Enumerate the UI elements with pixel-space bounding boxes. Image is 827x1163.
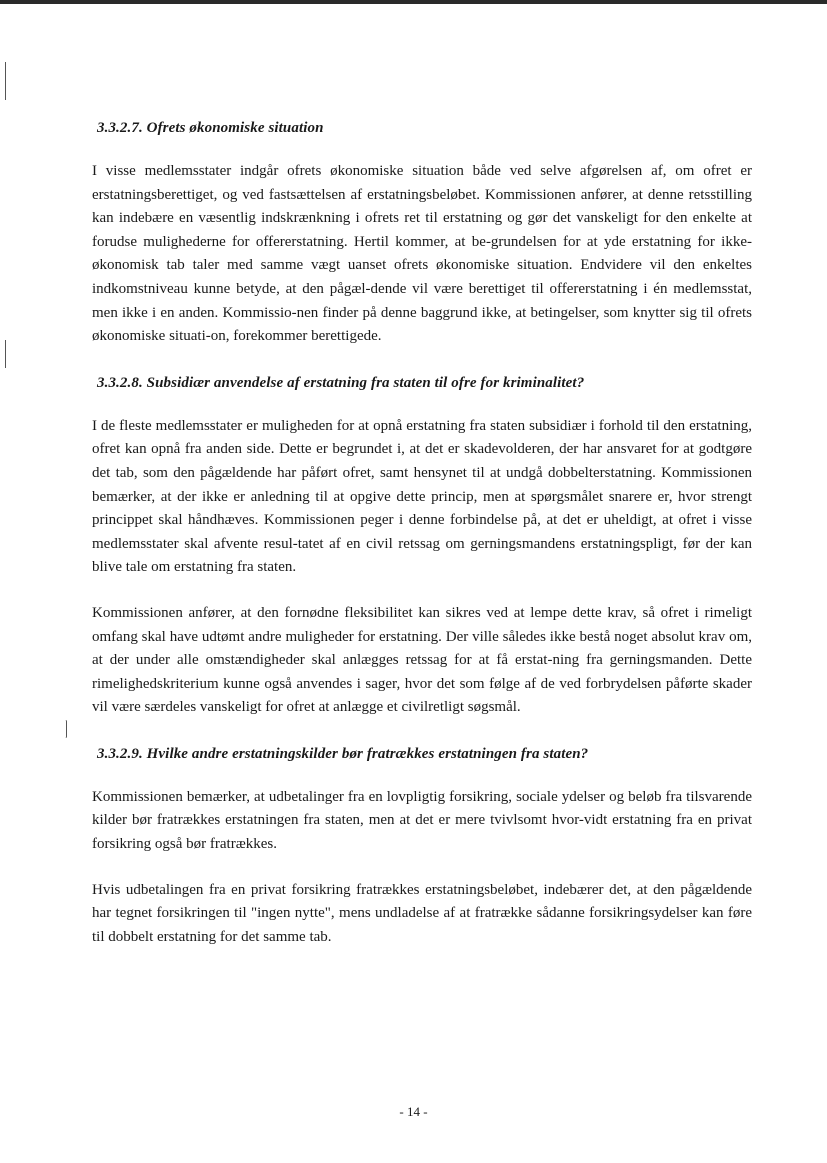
paragraph: I de fleste medlemsstater er muligheden for at opnå erstatning fra staten subsidiær i forhold til den erstatning, ofret kan opnå fra anden side. Dette er begrundet i, at det er skadevolderen, der har ansvaret for at godtgøre det tab, som den pågældende har påført ofret, samt hensynet til at undgå dobbelterstatning. Kommissionen bemærker, at der ikke er anledning til at opgive dette princip, men at spørgsmålet snarere er, hvor strengt princippet skal håndhæves. Kommissionen peger i denne forbindelse på, at det er uheldigt, at ofret i visse medlemsstater skal afvente resul-tatet af en civil retssag om gerningsmandens erstatningspligt, før der kan blive tale om erstatning fra staten.: [92, 417, 752, 576]
section-3-3-2-7: [92, 116, 752, 349]
section-heading: 3.3.2.7. Ofrets økonomiske situation: [97, 120, 324, 136]
scan-top-edge: [0, 0, 827, 4]
scan-margin-mark: [64, 720, 67, 738]
paragraph: Hvis udbetalingen fra en privat forsikring fratrækkes erstatningsbeløbet, indebærer det, at den pågældende har tegnet forsikringen til "ingen nytte", mens undladelse af at fratrække sådanne forsikringsydelser kan føre til dobbelt erstatning for det samme tab.: [92, 881, 752, 945]
paragraph: I visse medlemsstater indgår ofrets økonomiske situation både ved selve afgørelsen af, om ofret er erstatningsberettiget, og ved fastsættelsen af erstatningsbeløbet. Kommissionen anfører, at denne retsstilling kan indebære en væsentlig indskrænkning i ofrets ret til erstatning og gør det vanskeligt for den enkelte at forudse mulighederne for offererstatning. Hertil kommer, at be-grundelsen for at yde erstatning for ikke-økonomisk tab taler med samme vægt uanset ofrets økonomiske situation. Endvidere vil den enkeltes indkomstniveau kunne betyde, at den pågæl-dende vil være berettiget til offererstatning i én medlemsstat, men ikke i en anden. Kommissio-nen finder på denne baggrund ikke, at betingelser, som knytter sig til ofrets økonomiske situati-on, forekommer berettigede.: [92, 163, 752, 345]
section-3-3-2-9: [92, 742, 752, 950]
section-heading: 3.3.2.9. Hvilke andre erstatningskilder bør fratrækkes erstatningen fra staten?: [97, 745, 589, 762]
scan-margin-mark: [5, 62, 6, 100]
paragraph: Kommissionen bemærker, at udbetalinger fra en lovpligtig forsikring, sociale ydelser og beløb fra tilsvarende kilder bør fratrækkes erstatningen fra staten, men at det er mere tvivlsomt hvor-vidt erstatning fra en privat forsikring også bør fratrækkes.: [92, 788, 752, 853]
section-heading: 3.3.2.8. Subsidiær anvendelse af erstatning fra staten til ofre for kriminalitet?: [97, 374, 585, 391]
paragraph: Kommissionen anfører, at den fornødne fleksibilitet kan sikres ved at lempe dette krav, så ofret i rimeligt omfang skal have udtømt andre muligheder for erstatning. Der ville således ikke bestå noget absolut krav om, at der under alle omstændigheder skal anlægges retssag for at få erstat-ning fra gerningsmanden. Dette rimelighedskriterium kunne også anvendes i sager, hvor det som følge af de ved forbrydelsen påførte skader vil være særdeles vanskeligt for ofret at anlægge et civilretligt søgsmål.: [92, 604, 752, 716]
document-page: [92, 116, 752, 971]
scan-margin-mark: [5, 340, 6, 368]
section-3-3-2-8: [92, 371, 752, 720]
page-number: - 14 -: [399, 1104, 428, 1119]
